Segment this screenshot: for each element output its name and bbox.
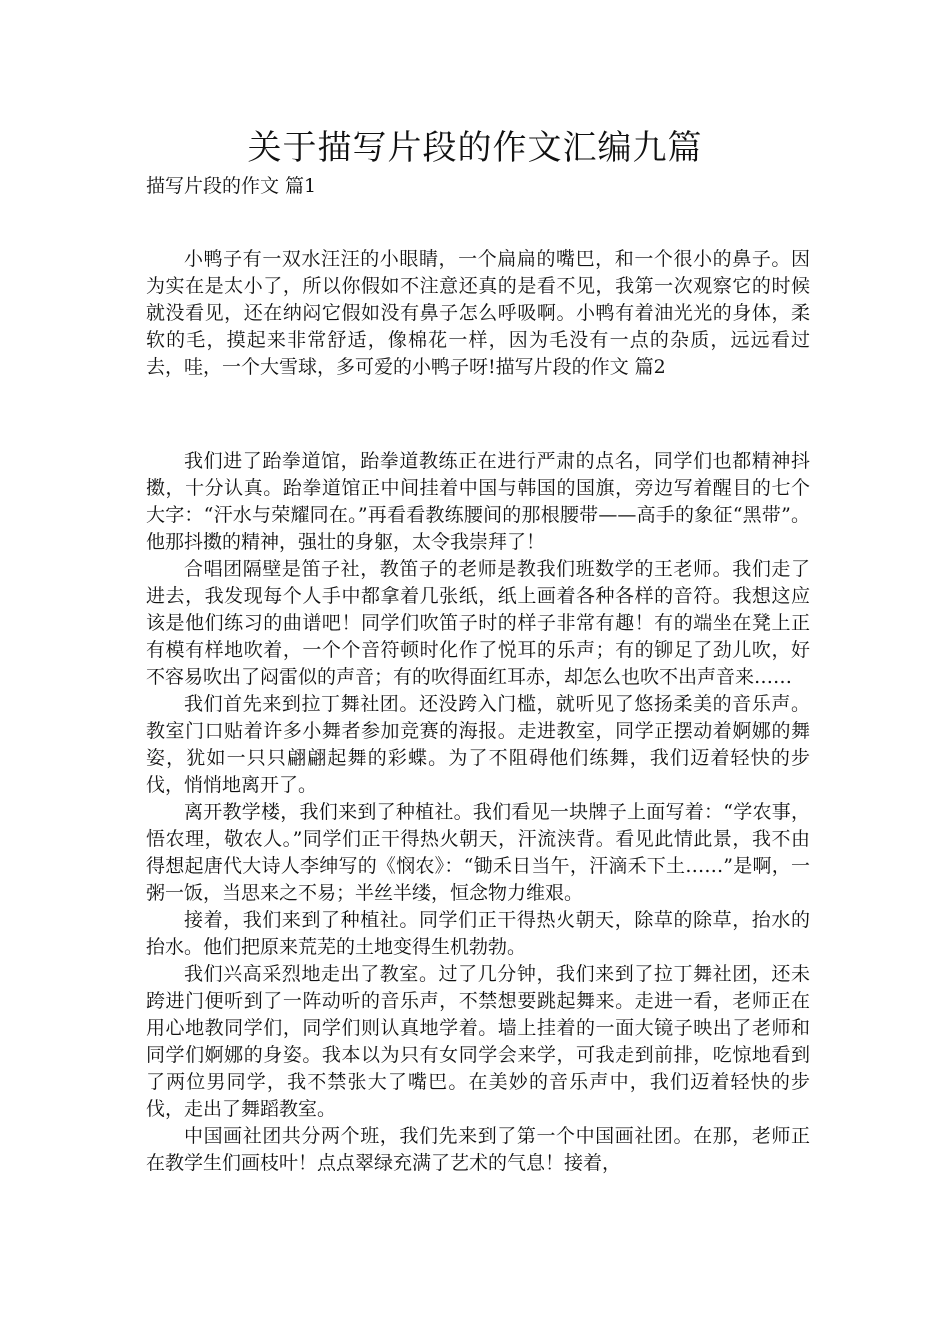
section-2-body bbox=[146, 448, 810, 1177]
section-1-paragraph bbox=[146, 246, 810, 381]
paragraph: 我们进了跆拳道馆，跆拳道教练正在进行严肃的点名，同学们也都精神抖擞，十分认真。跆拳道馆正中间挂着中国与韩国的国旗，旁边写着醒目的七个大字：“汗水与荣耀同在。”再看看教练腰间的那根腰带——高手的象征“黑带”。他那抖擞的精神，强壮的身躯，太令我崇拜了！ bbox=[146, 450, 810, 553]
section-1-text: 小鸭子有一双水汪汪的小眼睛，一个扁扁的嘴巴，和一个很小的鼻子。因为实在是太小了，所以你假如不注意还真的是看不见，我第一次观察它的时候就没看见，还在纳闷它假如没有鼻子怎么呼吸啊。小鸭有着油光光的身体，柔软的毛，摸起来非常舒适，像棉花一样，因为毛没有一点的杂质，远远看过去，哇，一个大雪球，多可爱的小鸭子呀! bbox=[146, 248, 810, 378]
section-2-heading: 描写片段的作文 篇2 bbox=[495, 356, 666, 378]
paragraph: 我们兴高采烈地走出了教室。过了几分钟，我们来到了拉丁舞社团，还未跨进门便听到了一阵动听的音乐声，不禁想要跳起舞来。走进一看，老师正在用心地教同学们，同学们则认真地学着。墙上挂着的一面大镜子映出了老师和同学们婀娜的身姿。我本以为只有女同学会来学，可我走到前排，吃惊地看到了两位男同学，我不禁张大了嘴巴。在美妙的音乐声中，我们迈着轻快的步伐，走出了舞蹈教室。 bbox=[146, 963, 810, 1120]
paragraph: 我们首先来到拉丁舞社团。还没跨入门槛，就听见了悠扬柔美的音乐声。教室门口贴着许多小舞者参加竞赛的海报。走进教室，同学正摆动着婀娜的舞姿，犹如一只只翩翩起舞的彩蝶。为了不阻碍他们练舞，我们迈着轻快的步伐，悄悄地离开了。 bbox=[146, 693, 810, 796]
paragraph: 接着，我们来到了种植社。同学们正干得热火朝天，除草的除草，抬水的抬水。他们把原来荒芜的土地变得生机勃勃。 bbox=[146, 909, 810, 958]
document-title: 关于描写片段的作文汇编九篇 bbox=[247, 128, 703, 168]
section-1-heading: 描写片段的作文 篇1 bbox=[146, 175, 317, 197]
paragraph: 离开教学楼，我们来到了种植社。我们看见一块牌子上面写着：“学农事，悟农理，敬农人。”同学们正干得热火朝天，汗流浃背。看见此情此景，我不由得想起唐代大诗人李绅写的《悯农》：“锄禾日当午，汗滴禾下土……”是啊，一粥一饭，当思来之不易；半丝半缕，恒念物力维艰。 bbox=[146, 801, 810, 904]
paragraph: 合唱团隔壁是笛子社，教笛子的老师是教我们班数学的王老师。我们走了进去，我发现每个人手中都拿着几张纸，纸上画着各种各样的音符。我想这应该是他们练习的曲谱吧！同学们吹笛子时的样子非常有趣！有的端坐在凳上正有模有样地吹着，一个个音符顿时化作了悦耳的乐声；有的铆足了劲儿吹，好不容易吹出了闷雷似的声音；有的吹得面红耳赤，却怎么也吹不出声音来…… bbox=[146, 558, 810, 688]
paragraph: 中国画社团共分两个班，我们先来到了第一个中国画社团。在那，老师正在教学生们画枝叶！点点翠绿充满了艺术的气息！接着， bbox=[146, 1125, 810, 1174]
section-1-body bbox=[146, 246, 810, 381]
